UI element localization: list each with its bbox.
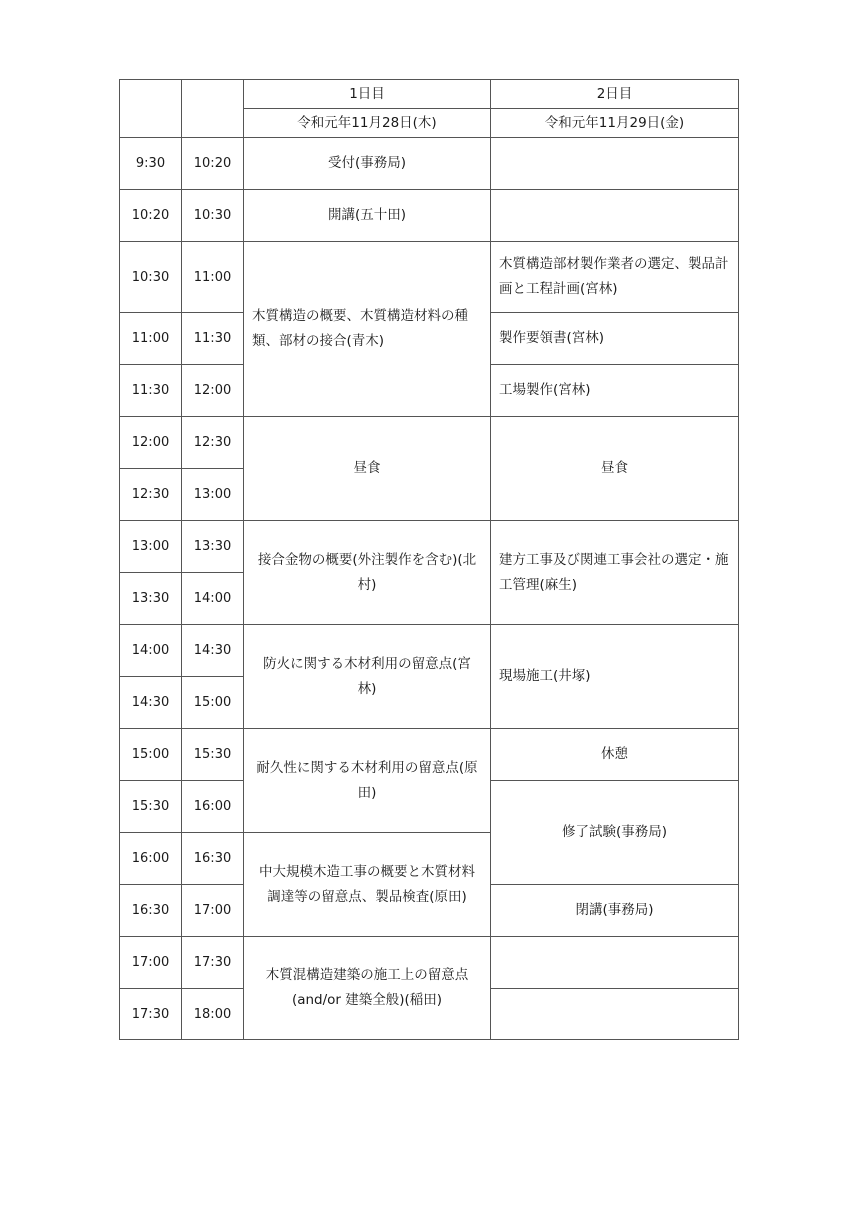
day2-exam: 修了試験(事務局) <box>491 781 739 885</box>
end-time: 15:30 <box>182 729 244 781</box>
day2-factory-production: 工場製作(宮林) <box>491 365 739 417</box>
end-time: 11:00 <box>182 242 244 313</box>
day1-label: 1日目 <box>244 80 491 109</box>
day2-break: 休憩 <box>491 729 739 781</box>
start-time: 14:00 <box>120 625 182 677</box>
day2-empty-cell <box>491 138 739 190</box>
header-blank-end <box>182 80 244 138</box>
day2-label: 2日目 <box>491 80 739 109</box>
day1-session-hybrid: 木質混構造建築の施工上の留意点(and/or 建築全般)(稲田) <box>244 937 491 1040</box>
end-time: 11:30 <box>182 313 244 365</box>
start-time: 17:30 <box>120 989 182 1040</box>
start-time: 15:30 <box>120 781 182 833</box>
start-time: 9:30 <box>120 138 182 190</box>
end-time: 16:00 <box>182 781 244 833</box>
start-time: 14:30 <box>120 677 182 729</box>
start-time: 12:00 <box>120 417 182 469</box>
table-row <box>120 190 739 242</box>
start-time: 10:30 <box>120 242 182 313</box>
day2-empty-cell <box>491 190 739 242</box>
day2-closing: 閉講(事務局) <box>491 885 739 937</box>
day1-session-durability: 耐久性に関する木材利用の留意点(原田) <box>244 729 491 833</box>
table-row <box>120 242 739 313</box>
day1-session-wood-overview: 木質構造の概要、木質構造材料の種類、部材の接合(青木) <box>244 242 491 417</box>
day1-session-hardware: 接合金物の概要(外注製作を含む)(北村) <box>244 521 491 625</box>
start-time: 15:00 <box>120 729 182 781</box>
day2-empty-cell <box>491 989 739 1040</box>
table-row <box>120 138 739 190</box>
table-row <box>120 937 739 989</box>
table-row <box>120 521 739 573</box>
start-time: 16:30 <box>120 885 182 937</box>
start-time: 13:00 <box>120 521 182 573</box>
end-time: 17:00 <box>182 885 244 937</box>
day2-date: 令和元年11月29日(金) <box>491 109 739 138</box>
day2-contractor-selection: 建方工事及び関連工事会社の選定・施工管理(麻生) <box>491 521 739 625</box>
end-time: 17:30 <box>182 937 244 989</box>
end-time: 13:00 <box>182 469 244 521</box>
end-time: 16:30 <box>182 833 244 885</box>
end-time: 10:20 <box>182 138 244 190</box>
header-blank-start <box>120 80 182 138</box>
start-time: 10:20 <box>120 190 182 242</box>
end-time: 13:30 <box>182 521 244 573</box>
day1-date: 令和元年11月28日(木) <box>244 109 491 138</box>
table-row <box>120 417 739 469</box>
end-time: 12:30 <box>182 417 244 469</box>
day2-production-guide: 製作要領書(宮林) <box>491 313 739 365</box>
day1-reception: 受付(事務局) <box>244 138 491 190</box>
end-time: 15:00 <box>182 677 244 729</box>
end-time: 10:30 <box>182 190 244 242</box>
start-time: 11:30 <box>120 365 182 417</box>
start-time: 11:00 <box>120 313 182 365</box>
day2-empty-cell <box>491 937 739 989</box>
start-time: 13:30 <box>120 573 182 625</box>
start-time: 16:00 <box>120 833 182 885</box>
day1-session-midscale: 中大規模木造工事の概要と木質材料調達等の留意点、製品検査(原田) <box>244 833 491 937</box>
start-time: 17:00 <box>120 937 182 989</box>
day2-site-construction: 現場施工(井塚) <box>491 625 739 729</box>
header-row <box>120 80 739 109</box>
end-time: 12:00 <box>182 365 244 417</box>
day1-session-fire: 防火に関する木材利用の留意点(宮林) <box>244 625 491 729</box>
table-row <box>120 729 739 781</box>
end-time: 14:30 <box>182 625 244 677</box>
table-row <box>120 625 739 677</box>
schedule-table <box>119 79 739 1040</box>
day1-lunch: 昼食 <box>244 417 491 521</box>
day1-opening: 開講(五十田) <box>244 190 491 242</box>
end-time: 14:00 <box>182 573 244 625</box>
day2-lunch: 昼食 <box>491 417 739 521</box>
day2-fabricator-selection: 木質構造部材製作業者の選定、製品計画と工程計画(宮林) <box>491 242 739 313</box>
start-time: 12:30 <box>120 469 182 521</box>
end-time: 18:00 <box>182 989 244 1040</box>
